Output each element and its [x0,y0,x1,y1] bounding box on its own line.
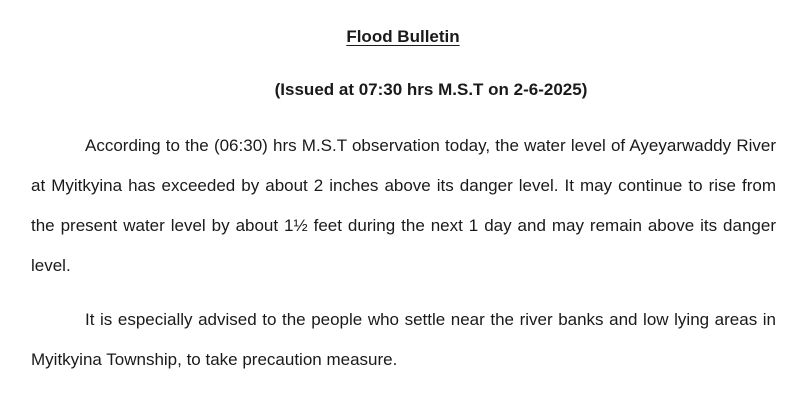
issued-time: (Issued at 07:30 hrs M.S.T on 2-6-2025) [274,80,588,99]
advisory-paragraph: It is especially advised to the people who settle near the river banks and low lying areas in Myitkyina Township, to take precaution measure. [31,310,776,369]
bulletin-title: Flood Bulletin [346,27,460,46]
observation-paragraph: According to the (06:30) hrs M.S.T observation today, the water level of Ayeyarwaddy River at Myitkyina has exceeded by about 2 inches above its danger level. It may continue to rise from the present water level by about 1½ feet during the next 1 day and may remain above its danger level. [31,136,776,275]
